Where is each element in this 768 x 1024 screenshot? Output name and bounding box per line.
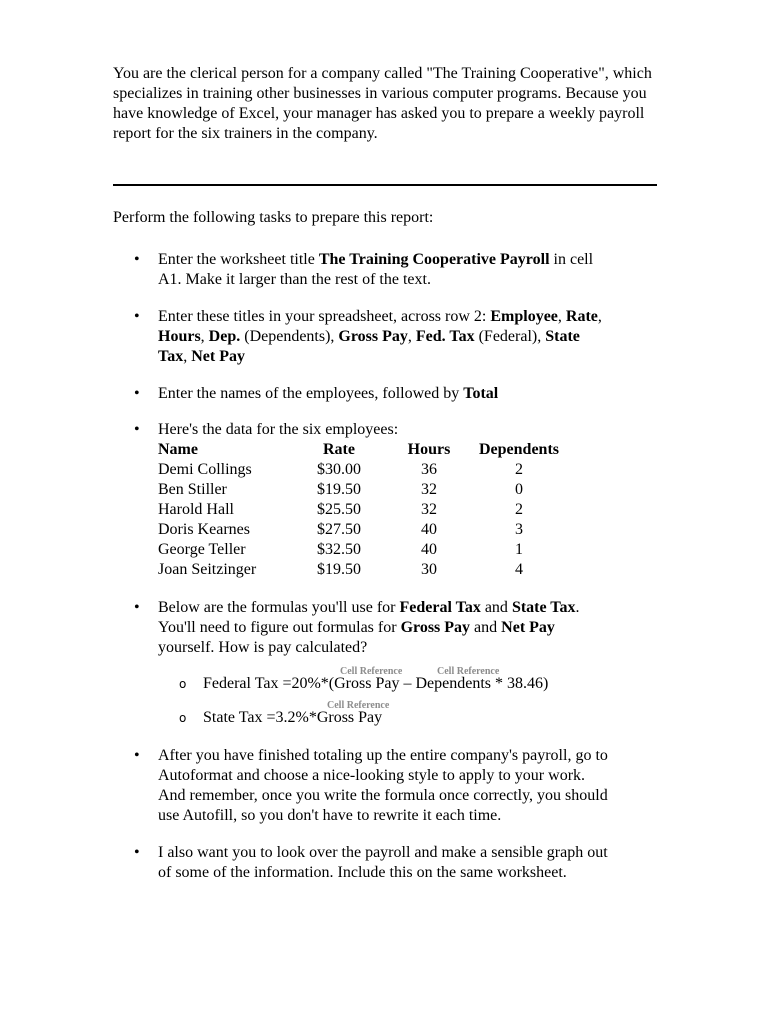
table-cell: $25.50 — [317, 501, 361, 518]
column-header: Rate — [323, 441, 355, 458]
table-cell: 30 — [421, 561, 437, 578]
table-cell: Joan Seitzinger — [158, 561, 257, 578]
dependents-column — [472, 440, 566, 580]
task-item-data — [134, 420, 658, 440]
bullet-marker: • — [134, 747, 140, 764]
sub-bullet-marker: o — [179, 677, 187, 691]
table-cell: Demi Collings — [158, 461, 252, 478]
column-header: Hours — [407, 441, 451, 458]
bullet-marker: • — [134, 308, 140, 325]
task-line: of some of the information. Include this on the same worksheet. — [158, 864, 567, 881]
name-column — [158, 440, 298, 580]
table-cell: 32 — [421, 481, 437, 498]
horizontal-divider — [113, 184, 657, 186]
formula-text: Federal Tax =20%*(Gross Pay – Dependents * 38.46) — [203, 675, 549, 692]
hours-column — [398, 440, 460, 580]
task-line: I also want you to look over the payroll and make a sensible graph out — [158, 844, 608, 861]
table-cell: 4 — [515, 561, 523, 578]
task-item-title — [134, 250, 658, 290]
task-item-headers — [134, 307, 658, 367]
formula-state — [179, 708, 383, 728]
task-item-autoformat — [134, 746, 658, 826]
bullet-marker: • — [134, 385, 140, 402]
table-cell: Ben Stiller — [158, 481, 227, 498]
table-cell: George Teller — [158, 541, 246, 558]
column-header: Dependents — [478, 441, 559, 458]
table-cell: 0 — [515, 481, 523, 498]
task-line: Here's the data for the six employees: — [158, 421, 399, 438]
task-line: yourself. How is pay calculated? — [158, 639, 368, 656]
task-line: Tax, Net Pay — [158, 348, 245, 365]
table-cell: $32.50 — [317, 541, 361, 558]
formula-text: State Tax =3.2%*Gross Pay — [203, 709, 383, 726]
task-item-names — [134, 384, 658, 404]
table-cell: 2 — [515, 501, 523, 518]
table-cell: 40 — [421, 521, 437, 538]
table-cell: 36 — [421, 461, 437, 478]
task-line: Autoformat and choose a nice-looking style to apply to your work. — [158, 767, 586, 784]
table-cell: 40 — [421, 541, 437, 558]
table-cell: Harold Hall — [158, 501, 234, 518]
bullet-marker: • — [134, 421, 140, 438]
task-line: You'll need to figure out formulas for Gross Pay and Net Pay — [158, 619, 555, 636]
sub-bullet-marker: o — [179, 711, 187, 725]
column-header: Name — [158, 441, 198, 458]
task-item-formulas — [134, 598, 658, 658]
table-cell: $30.00 — [317, 461, 361, 478]
task-line: Enter these titles in your spreadsheet, across row 2: Employee, Rate, — [158, 308, 602, 325]
bullet-marker: • — [134, 251, 140, 268]
table-cell: Doris Kearnes — [158, 521, 250, 538]
table-cell: $19.50 — [317, 481, 361, 498]
table-cell: $27.50 — [317, 521, 361, 538]
tasks-lead: Perform the following tasks to prepare this report: — [113, 209, 434, 226]
cell-reference-note: Cell Reference — [327, 700, 390, 711]
task-line: Below are the formulas you'll use for Federal Tax and State Tax. — [158, 599, 580, 616]
bullet-marker: • — [134, 599, 140, 616]
task-line: After you have finished totaling up the entire company's payroll, go to — [158, 747, 608, 764]
table-cell: 32 — [421, 501, 437, 518]
task-line: use Autofill, so you don't have to rewrite it each time. — [158, 807, 502, 824]
cell-reference-note: Cell Reference — [340, 666, 403, 677]
cell-reference-note: Cell Reference — [437, 666, 500, 677]
formula-federal — [179, 674, 549, 694]
task-line: A1. Make it larger than the rest of the text. — [158, 271, 431, 288]
intro-paragraph: You are the clerical person for a company called "The Training Cooperative", which specializes in training other businesses in various computer programs. Because you have knowledge of Excel, your manager has asked you to prepare a weekly payroll report for the six trainers in the company. — [113, 65, 652, 142]
task-item-graph — [134, 843, 658, 883]
table-cell: 1 — [515, 541, 523, 558]
task-line: Enter the worksheet title The Training Cooperative Payroll in cell — [158, 251, 594, 268]
rate-column — [303, 440, 375, 580]
task-line: Enter the names of the employees, followed by Total — [158, 385, 499, 402]
bullet-marker: • — [134, 844, 140, 861]
table-cell: 3 — [515, 521, 523, 538]
table-cell: 2 — [515, 461, 523, 478]
task-line: And remember, once you write the formula once correctly, you should — [158, 787, 608, 804]
task-line: Hours, Dep. (Dependents), Gross Pay, Fed. Tax (Federal), State — [158, 328, 580, 345]
table-cell: $19.50 — [317, 561, 361, 578]
